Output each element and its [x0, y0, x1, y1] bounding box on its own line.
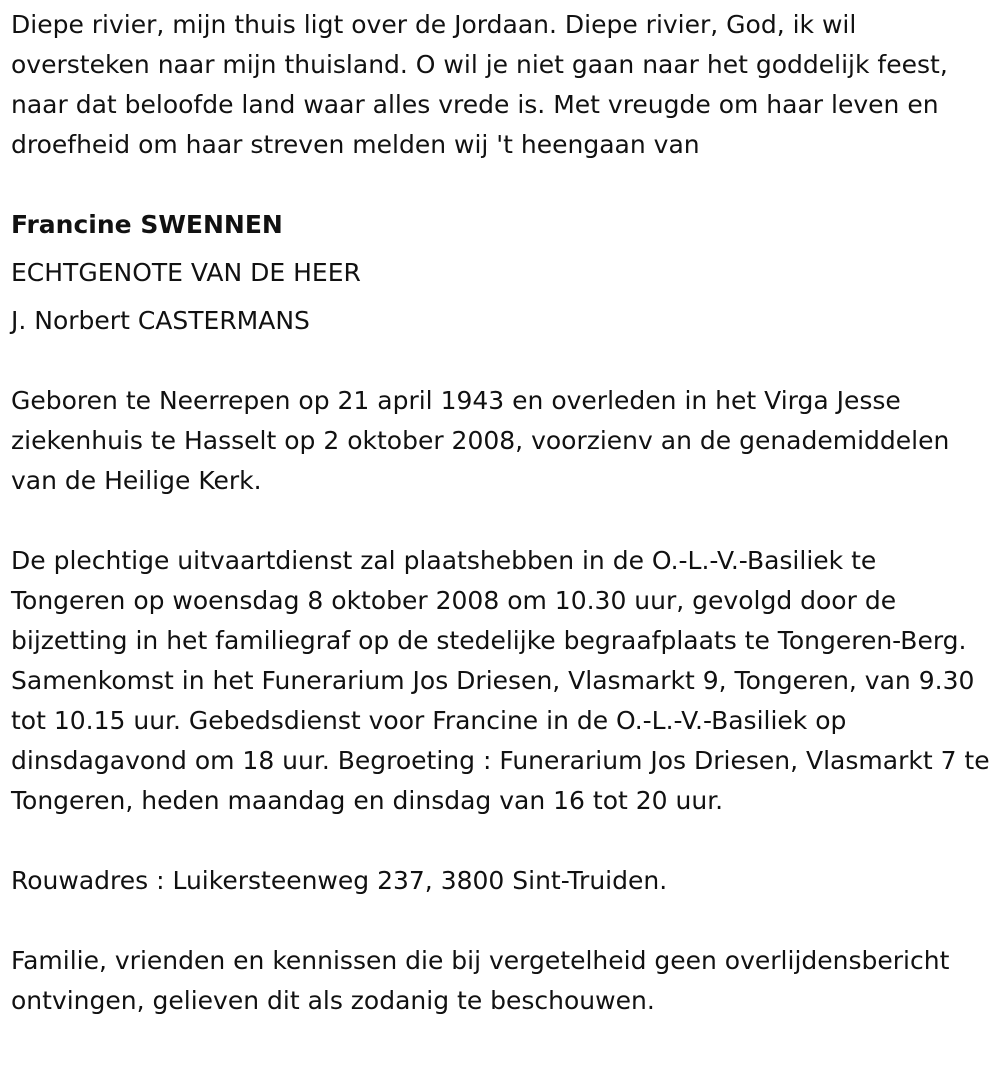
- closing-paragraph: Familie, vrienden en kennissen die bij vergetelheid geen overlijdensbericht ontvingen, gelieven dit als zodanig te beschouwen.: [11, 946, 950, 1015]
- birth-death-paragraph: Geboren te Neerrepen op 21 april 1943 en overleden in het Virga Jesse ziekenhuis te Hasselt op 2 oktober 2008, voorzienv an de genademiddelen van de Heilige Kerk.: [11, 386, 950, 495]
- intro-paragraph: Diepe rivier, mijn thuis ligt over de Jordaan. Diepe rivier, God, ik wil oversteken naar mijn thuisland. O wil je niet gaan naar het goddelijk feest, naar dat beloofde land waar alles vrede is. Met vreugde om haar leven en droefheid om haar streven melden wij 't heengaan van: [11, 10, 948, 159]
- deceased-name: Francine SWENNEN: [11, 210, 283, 239]
- mourning-address: Rouwadres : Luikersteenweg 237, 3800 Sint-Truiden.: [11, 866, 668, 895]
- funeral-paragraph: De plechtige uitvaartdienst zal plaatshebben in de O.-L.-V.-Basiliek te Tongeren op woensdag 8 oktober 2008 om 10.30 uur, gevolgd door de bijzetting in het familiegraf op de stedelijke begraafplaats te Tongeren-Berg. Samenkomst in het Funerarium Jos Driesen, Vlasmarkt 9, Tongeren, van 9.30 tot 10.15 uur. Gebedsdienst voor Francine in de O.-L.-V.-Basiliek op dinsdagavond om 18 uur. Begroeting : Funerarium Jos Driesen, Vlasmarkt 7 te Tongeren, heden maandag en dinsdag van 16 tot 20 uur.: [11, 546, 990, 815]
- relation-line: ECHTGENOTE VAN DE HEER: [11, 258, 361, 287]
- obituary-document: [11, 5, 993, 1021]
- spouse-name: J. Norbert CASTERMANS: [11, 306, 310, 335]
